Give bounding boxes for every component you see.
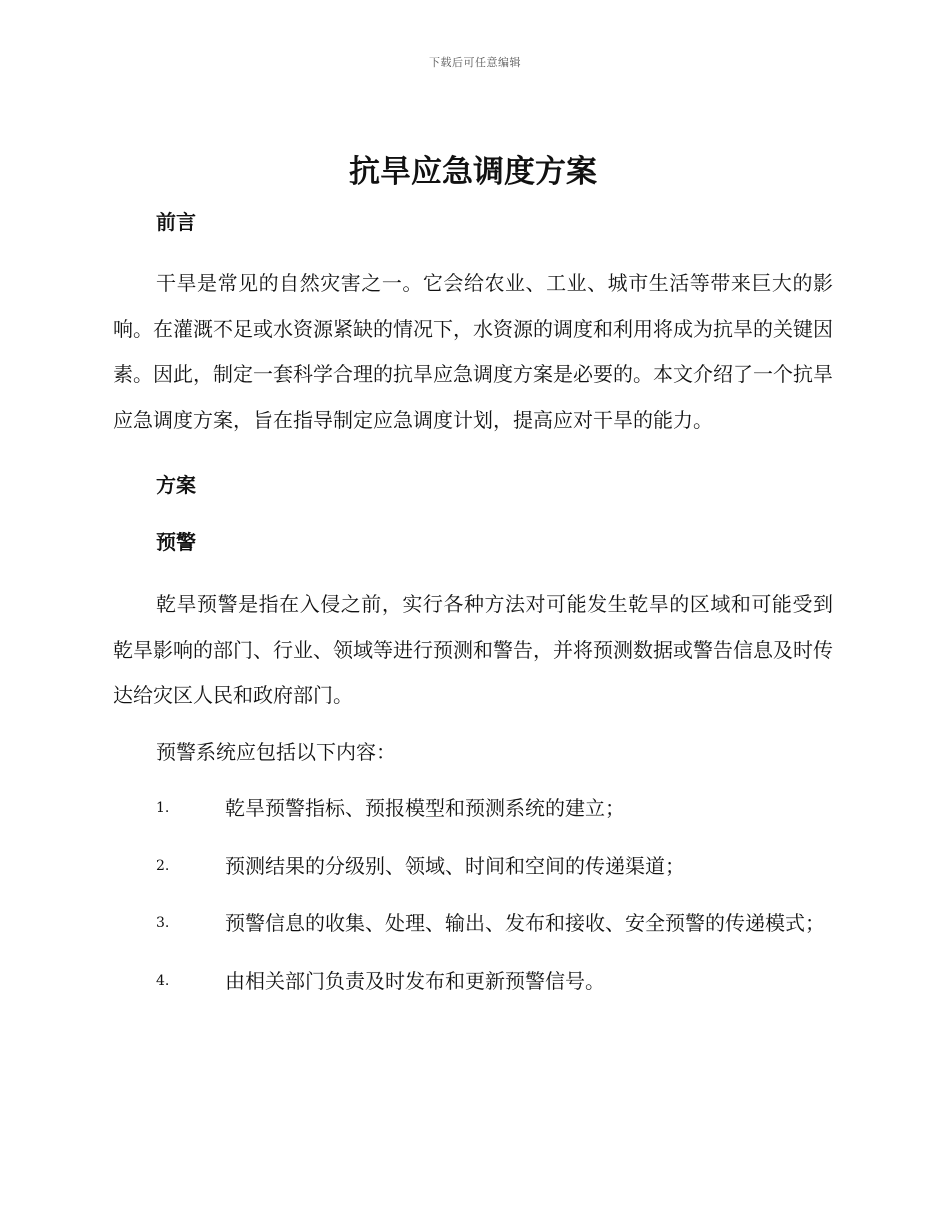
list-item xyxy=(113,959,833,1005)
list-item-number: 2. xyxy=(156,857,170,874)
warning-heading: 预警 xyxy=(156,530,196,554)
list-item-text: 乾旱预警指标、预报模型和预测系统的建立； xyxy=(225,796,625,820)
preface-paragraph: 干旱是常见的自然灾害之一。它会给农业、工业、城市生活等带来巨大的影响。在灌溉不足或水资源紧缺的情况下，水资源的调度和利用将成为抗旱的关键因素。因此，制定一套科学合理的抗旱应急调度方案是必要的。本文介绍了一个抗旱应急调度方案，旨在指导制定应急调度计划，提高应对干旱的能力。 xyxy=(113,271,833,432)
list-item-text: 预测结果的分级别、领域、时间和空间的传递渠道； xyxy=(225,853,685,878)
list-item-text: 由相关部门负责及时发布和更新预警信号。 xyxy=(225,968,605,993)
warning-list-intro: 预警系统应包括以下内容： xyxy=(156,739,396,764)
list-item-number: 3. xyxy=(156,915,170,931)
preface-heading: 前言 xyxy=(156,210,196,234)
list-item xyxy=(113,901,833,947)
document-title: 抗旱应急调度方案 xyxy=(349,154,597,190)
list-item xyxy=(113,786,833,832)
document-body xyxy=(113,148,833,1004)
list-item-text: 预警信息的收集、处理、输出、发布和接收、安全预警的传递模式； xyxy=(225,911,825,935)
warning-paragraph: 乾旱预警是指在入侵之前，实行各种方法对可能发生乾旱的区域和可能受到乾旱影响的部门、行业、领域等进行预测和警告，并将预测数据或警告信息及时传达给灾区人民和政府部门。 xyxy=(113,592,833,707)
warning-list xyxy=(113,786,833,1004)
plan-heading: 方案 xyxy=(156,473,196,497)
header-note: 下载后可任意编辑 xyxy=(429,56,521,69)
list-item xyxy=(113,844,833,890)
list-item-number: 4. xyxy=(156,972,170,989)
list-item-number: 1. xyxy=(156,800,170,816)
